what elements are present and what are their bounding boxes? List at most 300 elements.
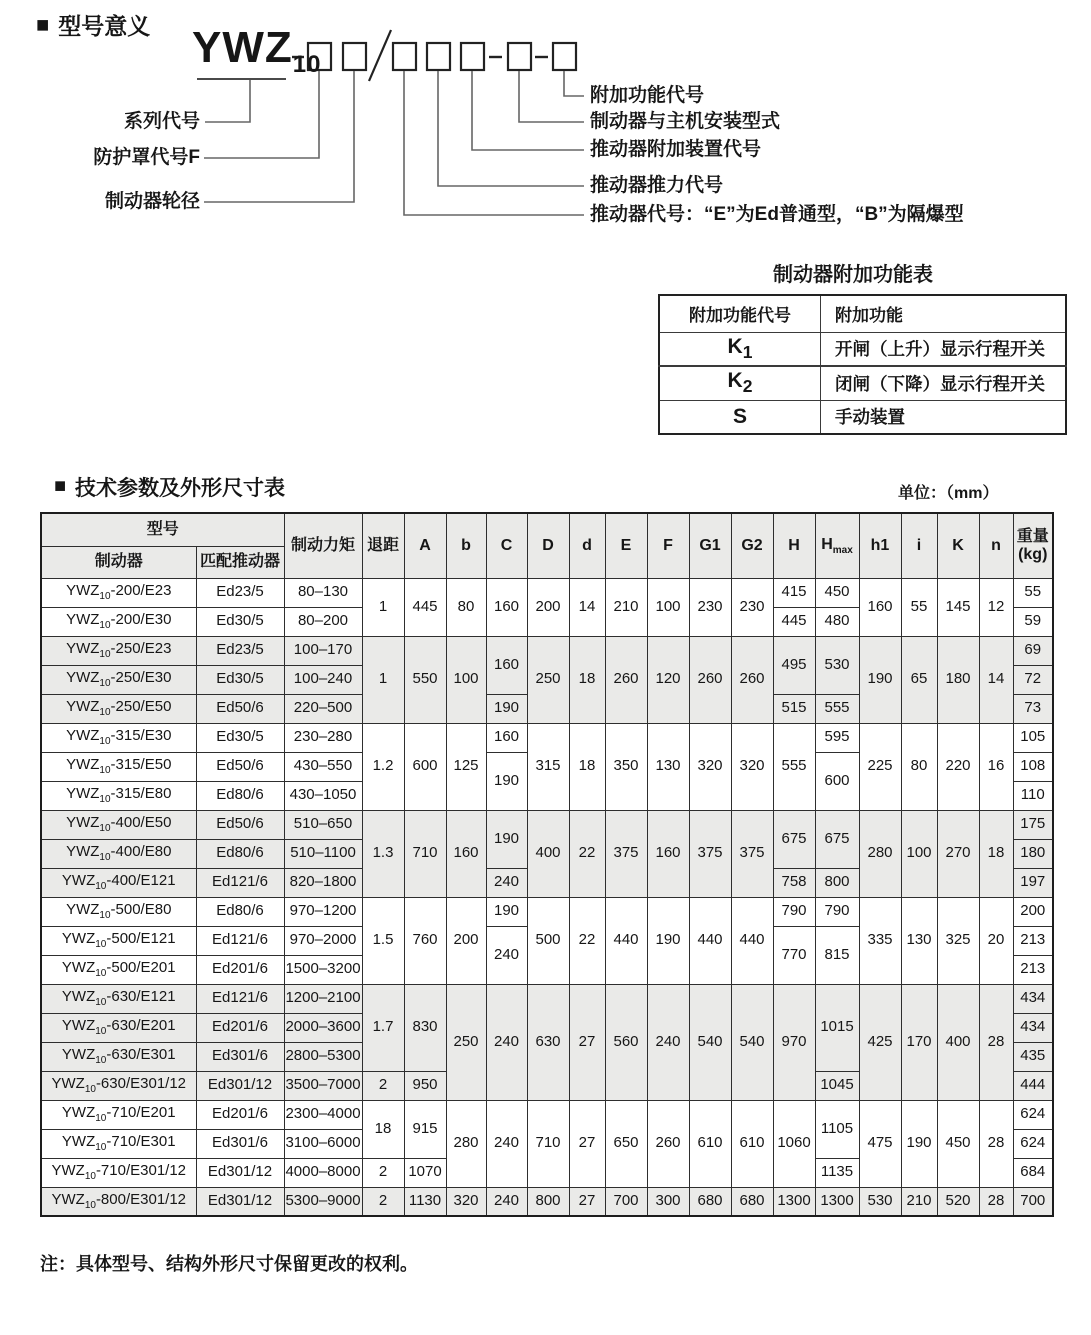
spec-cell: 18	[362, 1100, 404, 1158]
spec-cell: 14	[979, 636, 1013, 723]
spec-cell: 1.3	[362, 810, 404, 897]
spec-col-header: 制动力矩	[284, 513, 362, 578]
functions-header-desc: 附加功能	[821, 295, 1067, 332]
spec-cell: 475	[859, 1100, 901, 1187]
spec-cell: 710	[527, 1100, 569, 1187]
spec-cell: 1015	[815, 984, 859, 1071]
spec-cell: Ed80/6	[196, 781, 284, 810]
spec-cell: 250	[527, 636, 569, 723]
spec-cell: 230–280	[284, 723, 362, 752]
spec-cell: 530	[815, 636, 859, 694]
spec-col-header: F	[647, 513, 689, 578]
spec-cell: 335	[859, 897, 901, 984]
spec-cell: 350	[605, 723, 647, 810]
functions-row-k1	[659, 332, 1066, 366]
spec-cell: 270	[937, 810, 979, 897]
spec-cell: 225	[859, 723, 901, 810]
spec-cell: Ed301/6	[196, 1042, 284, 1071]
code-box	[461, 43, 484, 70]
diagram-label-extra-function: 附加功能代号	[590, 85, 705, 106]
spec-cell: 180	[1013, 839, 1053, 868]
spec-cell: 445	[773, 607, 815, 636]
spec-cell: Ed30/5	[196, 607, 284, 636]
spec-cell: 425	[859, 984, 901, 1100]
spec-cell: $YWZ_{10}-315/E30$	[41, 723, 196, 752]
spec-cell: 80–200	[284, 607, 362, 636]
spec-cell: 240	[486, 1187, 527, 1216]
spec-cell: 1105	[815, 1100, 859, 1158]
spec-cell: $YWZ_{10}-250/E30$	[41, 665, 196, 694]
spec-cell: 970–2000	[284, 926, 362, 955]
section-title-spec-table	[54, 472, 285, 502]
spec-cell: 16	[979, 723, 1013, 810]
spec-col-header: G2	[731, 513, 773, 578]
spec-cell: 435	[1013, 1042, 1053, 1071]
spec-cell: 190	[859, 636, 901, 723]
spec-cell: Ed201/6	[196, 1013, 284, 1042]
spec-cell: 280	[446, 1100, 486, 1187]
spec-cell: 55	[901, 578, 937, 636]
spec-cell: 100–170	[284, 636, 362, 665]
spec-cell: 700	[605, 1187, 647, 1216]
spec-cell: 325	[937, 897, 979, 984]
spec-cell: 190	[486, 897, 527, 926]
spec-cell: 624	[1013, 1100, 1053, 1129]
spec-cell: 170	[901, 984, 937, 1100]
spec-cell: 300	[647, 1187, 689, 1216]
spec-cell: Ed80/6	[196, 897, 284, 926]
spec-cell: 260	[689, 636, 731, 723]
spec-cell: 160	[486, 636, 527, 694]
spec-cell: 100	[901, 810, 937, 897]
spec-cell: 970	[773, 984, 815, 1100]
spec-cell: 80–130	[284, 578, 362, 607]
footer-note: 注：具体型号、结构外形尺寸保留更改的权利。	[40, 1254, 418, 1274]
spec-cell: 18	[569, 636, 605, 723]
spec-cell: 2	[362, 1187, 404, 1216]
spec-cell: 197	[1013, 868, 1053, 897]
diagram-label-thruster-attachment: 推动器附加装置代号	[590, 139, 762, 160]
function-desc: 开闸（上升）显示行程开关	[821, 332, 1067, 366]
spec-cell: Ed121/6	[196, 926, 284, 955]
spec-cell: 830	[404, 984, 446, 1071]
spec-cell: 80	[446, 578, 486, 636]
spec-cell: $YWZ_{10}-630/E121$	[41, 984, 196, 1013]
spec-cell: Ed201/6	[196, 955, 284, 984]
spec-col-header: b	[446, 513, 486, 578]
spec-header-top	[41, 513, 1053, 546]
spec-cell: 220	[937, 723, 979, 810]
spec-cell: 430–550	[284, 752, 362, 781]
diagram-label-wheel-diameter: 制动器轮径	[104, 191, 200, 212]
spec-col-header: n	[979, 513, 1013, 578]
spec-cell: 220–500	[284, 694, 362, 723]
function-desc: 手动装置	[821, 400, 1067, 434]
spec-cell: $YWZ_{10}-250/E50$	[41, 694, 196, 723]
spec-col-header: G1	[689, 513, 731, 578]
slash-mark	[369, 30, 391, 81]
spec-cell: 130	[647, 723, 689, 810]
spec-row	[41, 1187, 1053, 1216]
spec-cell: 65	[901, 636, 937, 723]
section-title-text: 技术参数及外形尺寸表	[75, 477, 286, 500]
spec-cell: 610	[689, 1100, 731, 1187]
spec-cell: 2000–3600	[284, 1013, 362, 1042]
spec-cell: 260	[647, 1100, 689, 1187]
spec-col-header: h1	[859, 513, 901, 578]
functions-header-code: 附加功能代号	[659, 295, 821, 332]
functions-row-s	[659, 400, 1066, 434]
spec-cell: 1300	[815, 1187, 859, 1216]
spec-cell: 675	[815, 810, 859, 868]
spec-cell: 190	[486, 694, 527, 723]
spec-cell: 190	[486, 752, 527, 810]
spec-cell: 120	[647, 636, 689, 723]
spec-cell: Ed121/6	[196, 984, 284, 1013]
spec-cell: 240	[486, 1100, 527, 1187]
spec-cell: 560	[605, 984, 647, 1100]
spec-cell: 260	[605, 636, 647, 723]
spec-cell: 520	[937, 1187, 979, 1216]
spec-cell: 110	[1013, 781, 1053, 810]
spec-cell: 1135	[815, 1158, 859, 1187]
spec-cell: 1	[362, 636, 404, 723]
spec-cell: 175	[1013, 810, 1053, 839]
spec-cell: 240	[486, 868, 527, 897]
spec-col-header: 退距	[362, 513, 404, 578]
spec-cell: 20	[979, 897, 1013, 984]
spec-cell: Ed201/6	[196, 1100, 284, 1129]
spec-cell: $YWZ_{10}-500/E121$	[41, 926, 196, 955]
spec-cell: 1300	[773, 1187, 815, 1216]
spec-cell: 80	[901, 723, 937, 810]
spec-cell: $YWZ_{10}-200/E23$	[41, 578, 196, 607]
spec-cell: 820–1800	[284, 868, 362, 897]
spec-cell: 760	[404, 897, 446, 984]
spec-cell: 230	[731, 578, 773, 636]
spec-cell: 100–240	[284, 665, 362, 694]
leader-line	[205, 80, 250, 122]
spec-cell: Ed50/6	[196, 694, 284, 723]
spec-cell: $YWZ_{10}-200/E30$	[41, 607, 196, 636]
spec-cell: 375	[731, 810, 773, 897]
spec-cell: $YWZ_{10}-400/E121$	[41, 868, 196, 897]
spec-cell: 1070	[404, 1158, 446, 1187]
spec-row	[41, 636, 1053, 665]
spec-col-header: D	[527, 513, 569, 578]
spec-cell: 430–1050	[284, 781, 362, 810]
spec-cell: $YWZ_{10}-630/E301$	[41, 1042, 196, 1071]
spec-cell: 515	[773, 694, 815, 723]
spec-row	[41, 1100, 1053, 1129]
spec-cell: 145	[937, 578, 979, 636]
spec-row	[41, 897, 1053, 926]
spec-header-thruster: 匹配推动器	[196, 546, 284, 578]
spec-cell: 108	[1013, 752, 1053, 781]
spec-cell: 510–650	[284, 810, 362, 839]
spec-cell: $YWZ_{10}-710/E201$	[41, 1100, 196, 1129]
spec-cell: 950	[404, 1071, 446, 1100]
spec-cell: 240	[647, 984, 689, 1100]
spec-cell: Ed50/6	[196, 810, 284, 839]
spec-cell: $YWZ_{10}-800/E301/12$	[41, 1187, 196, 1216]
spec-cell: 510–1100	[284, 839, 362, 868]
spec-cell: 540	[731, 984, 773, 1100]
spec-cell: Ed23/5	[196, 636, 284, 665]
spec-cell: 130	[901, 897, 937, 984]
spec-col-header: H	[773, 513, 815, 578]
spec-cell: 375	[689, 810, 731, 897]
spec-cell: 1500–3200	[284, 955, 362, 984]
spec-cell: 800	[527, 1187, 569, 1216]
square-bullet-icon: ■	[36, 11, 50, 37]
spec-cell: 2800–5300	[284, 1042, 362, 1071]
spec-cell: 28	[979, 984, 1013, 1100]
spec-cell: 210	[901, 1187, 937, 1216]
spec-cell: $YWZ_{10}-710/E301$	[41, 1129, 196, 1158]
spec-cell: $YWZ_{10}-630/E301/12$	[41, 1071, 196, 1100]
function-code: $K_2$	[659, 366, 821, 400]
spec-cell: 530	[859, 1187, 901, 1216]
spec-cell: 440	[731, 897, 773, 984]
spec-cell: 500	[527, 897, 569, 984]
spec-cell: 2	[362, 1158, 404, 1187]
spec-cell: 69	[1013, 636, 1053, 665]
spec-cell: 230	[689, 578, 731, 636]
function-code: $K_1$	[659, 332, 821, 366]
spec-cell: 160	[486, 723, 527, 752]
spec-cell: 315	[527, 723, 569, 810]
spec-col-header: A	[404, 513, 446, 578]
spec-cell: 240	[486, 984, 527, 1100]
spec-col-header: E	[605, 513, 647, 578]
spec-cell: 710	[404, 810, 446, 897]
spec-cell: $YWZ_{10}-400/E80$	[41, 839, 196, 868]
spec-cell: 550	[404, 636, 446, 723]
spec-cell: 440	[689, 897, 731, 984]
spec-cell: 555	[773, 723, 815, 810]
spec-cell: 1.2	[362, 723, 404, 810]
spec-cell: 27	[569, 1187, 605, 1216]
spec-row	[41, 984, 1053, 1013]
spec-cell: 434	[1013, 1013, 1053, 1042]
spec-cell: 27	[569, 984, 605, 1100]
spec-cell: 200	[1013, 897, 1053, 926]
spec-cell: 758	[773, 868, 815, 897]
spec-cell: 675	[773, 810, 815, 868]
spec-cell: 790	[815, 897, 859, 926]
spec-cell: 72	[1013, 665, 1053, 694]
brake-functions-table	[658, 294, 1067, 435]
spec-cell: 375	[605, 810, 647, 897]
spec-cell: 680	[731, 1187, 773, 1216]
spec-table-body	[41, 578, 1053, 1216]
spec-cell: 3100–6000	[284, 1129, 362, 1158]
spec-cell: 320	[689, 723, 731, 810]
spec-cell: 495	[773, 636, 815, 694]
spec-cell: 480	[815, 607, 859, 636]
spec-cell: 595	[815, 723, 859, 752]
functions-header-row	[659, 295, 1066, 332]
unit-label: 单位：（mm）	[898, 485, 999, 502]
spec-cell: 125	[446, 723, 486, 810]
spec-cell: 59	[1013, 607, 1053, 636]
spec-cell: 1.5	[362, 897, 404, 984]
diagram-label-series-code: 系列代号	[123, 111, 200, 132]
code-box	[553, 43, 576, 70]
diagram-label-thruster-force: 推动器推力代号	[590, 175, 724, 196]
spec-cell: Ed23/5	[196, 578, 284, 607]
spec-row	[41, 578, 1053, 607]
function-desc: 闭闸（下降）显示行程开关	[821, 366, 1067, 400]
spec-cell: 190	[901, 1100, 937, 1187]
spec-col-header: d	[569, 513, 605, 578]
spec-cell: 1	[362, 578, 404, 636]
leader-line	[404, 71, 584, 215]
spec-cell: 415	[773, 578, 815, 607]
spec-cell: 100	[446, 636, 486, 723]
spec-cell: 5300–9000	[284, 1187, 362, 1216]
spec-cell: 160	[486, 578, 527, 636]
spec-cell: Ed50/6	[196, 752, 284, 781]
spec-cell: 600	[404, 723, 446, 810]
spec-cell: $YWZ_{10}-315/E80$	[41, 781, 196, 810]
spec-cell: 320	[446, 1187, 486, 1216]
spec-cell: Ed301/12	[196, 1071, 284, 1100]
spec-row	[41, 810, 1053, 839]
spec-header-model-group: 型号	[41, 513, 284, 546]
function-code: S	[659, 400, 821, 434]
spec-cell: 160	[647, 810, 689, 897]
spec-cell: 970–1200	[284, 897, 362, 926]
spec-cell: 440	[605, 897, 647, 984]
spec-cell: 160	[446, 810, 486, 897]
spec-cell: 18	[569, 723, 605, 810]
code-box	[508, 43, 531, 70]
functions-row-k2	[659, 366, 1066, 400]
spec-cell: 12	[979, 578, 1013, 636]
spec-col-header: $H_{max}$	[815, 513, 859, 578]
spec-cell: 1060	[773, 1100, 815, 1187]
spec-cell: 700	[1013, 1187, 1053, 1216]
spec-col-header: C	[486, 513, 527, 578]
spec-cell: 400	[937, 984, 979, 1100]
spec-cell: 14	[569, 578, 605, 636]
spec-row	[41, 723, 1053, 752]
section-title-text: 型号意义	[58, 13, 151, 39]
spec-cell: 1045	[815, 1071, 859, 1100]
code-box	[427, 43, 450, 70]
spec-cell: 210	[605, 578, 647, 636]
spec-cell: $YWZ_{10}-500/E201$	[41, 955, 196, 984]
leader-line	[438, 71, 584, 186]
functions-table-title: 制动器附加功能表	[773, 264, 933, 286]
spec-cell: Ed301/6	[196, 1129, 284, 1158]
spec-cell: 22	[569, 897, 605, 984]
spec-cell: 27	[569, 1100, 605, 1187]
spec-cell: 260	[731, 636, 773, 723]
spec-cell: 610	[731, 1100, 773, 1187]
spec-cell: 540	[689, 984, 731, 1100]
spec-cell: Ed80/6	[196, 839, 284, 868]
spec-cell: 684	[1013, 1158, 1053, 1187]
spec-cell: 400	[527, 810, 569, 897]
spec-cell: 240	[486, 926, 527, 984]
spec-cell: 800	[815, 868, 859, 897]
spec-cell: 200	[527, 578, 569, 636]
spec-cell: $YWZ_{10}-315/E50$	[41, 752, 196, 781]
spec-cell: 450	[937, 1100, 979, 1187]
spec-cell: 630	[527, 984, 569, 1100]
spec-cell: 444	[1013, 1071, 1053, 1100]
code-box	[393, 43, 416, 70]
spec-cell: $YWZ_{10}-630/E201$	[41, 1013, 196, 1042]
leader-line	[204, 71, 354, 202]
spec-col-header: i	[901, 513, 937, 578]
spec-cell: 320	[731, 723, 773, 810]
spec-cell: 770	[773, 926, 815, 984]
spec-col-header: 重量 (kg)	[1013, 513, 1053, 578]
spec-cell: 1130	[404, 1187, 446, 1216]
spec-cell: 213	[1013, 926, 1053, 955]
spec-col-header: K	[937, 513, 979, 578]
spec-cell: 73	[1013, 694, 1053, 723]
model-base-code: $YWZ_{10}$	[192, 23, 322, 78]
spec-cell: $YWZ_{10}-400/E50$	[41, 810, 196, 839]
spec-cell: 2	[362, 1071, 404, 1100]
spec-cell: 815	[815, 926, 859, 984]
spec-cell: 105	[1013, 723, 1053, 752]
spec-table	[40, 512, 1054, 1217]
spec-cell: 555	[815, 694, 859, 723]
spec-cell: 445	[404, 578, 446, 636]
spec-cell: 650	[605, 1100, 647, 1187]
spec-cell: 180	[937, 636, 979, 723]
spec-cell: 790	[773, 897, 815, 926]
spec-header-brake: 制动器	[41, 546, 196, 578]
diagram-label-thruster-code: 推动器代号：“E”为Ed普通型，“B”为隔爆型	[590, 204, 964, 225]
leader-line	[204, 71, 319, 158]
spec-cell: 1200–2100	[284, 984, 362, 1013]
spec-cell: 3500–7000	[284, 1071, 362, 1100]
spec-cell: 680	[689, 1187, 731, 1216]
spec-cell: Ed121/6	[196, 868, 284, 897]
spec-cell: $YWZ_{10}-250/E23$	[41, 636, 196, 665]
spec-cell: 2300–4000	[284, 1100, 362, 1129]
spec-cell: Ed30/5	[196, 665, 284, 694]
spec-cell: 190	[647, 897, 689, 984]
spec-cell: 28	[979, 1187, 1013, 1216]
spec-cell: Ed30/5	[196, 723, 284, 752]
spec-cell: $YWZ_{10}-710/E301/12$	[41, 1158, 196, 1187]
spec-cell: $YWZ_{10}-500/E80$	[41, 897, 196, 926]
spec-cell: 450	[815, 578, 859, 607]
diagram-label-guard-code: 防护罩代号F	[93, 147, 200, 168]
spec-cell: 600	[815, 752, 859, 810]
leader-line	[564, 71, 584, 96]
spec-cell: 22	[569, 810, 605, 897]
spec-cell: 4000–8000	[284, 1158, 362, 1187]
spec-cell: Ed301/12	[196, 1187, 284, 1216]
spec-cell: 250	[446, 984, 486, 1100]
spec-cell: 1.7	[362, 984, 404, 1071]
spec-cell: 100	[647, 578, 689, 636]
spec-cell: 280	[859, 810, 901, 897]
leader-line	[472, 71, 584, 150]
spec-cell: 190	[486, 810, 527, 868]
spec-cell: 160	[859, 578, 901, 636]
spec-cell: 200	[446, 897, 486, 984]
